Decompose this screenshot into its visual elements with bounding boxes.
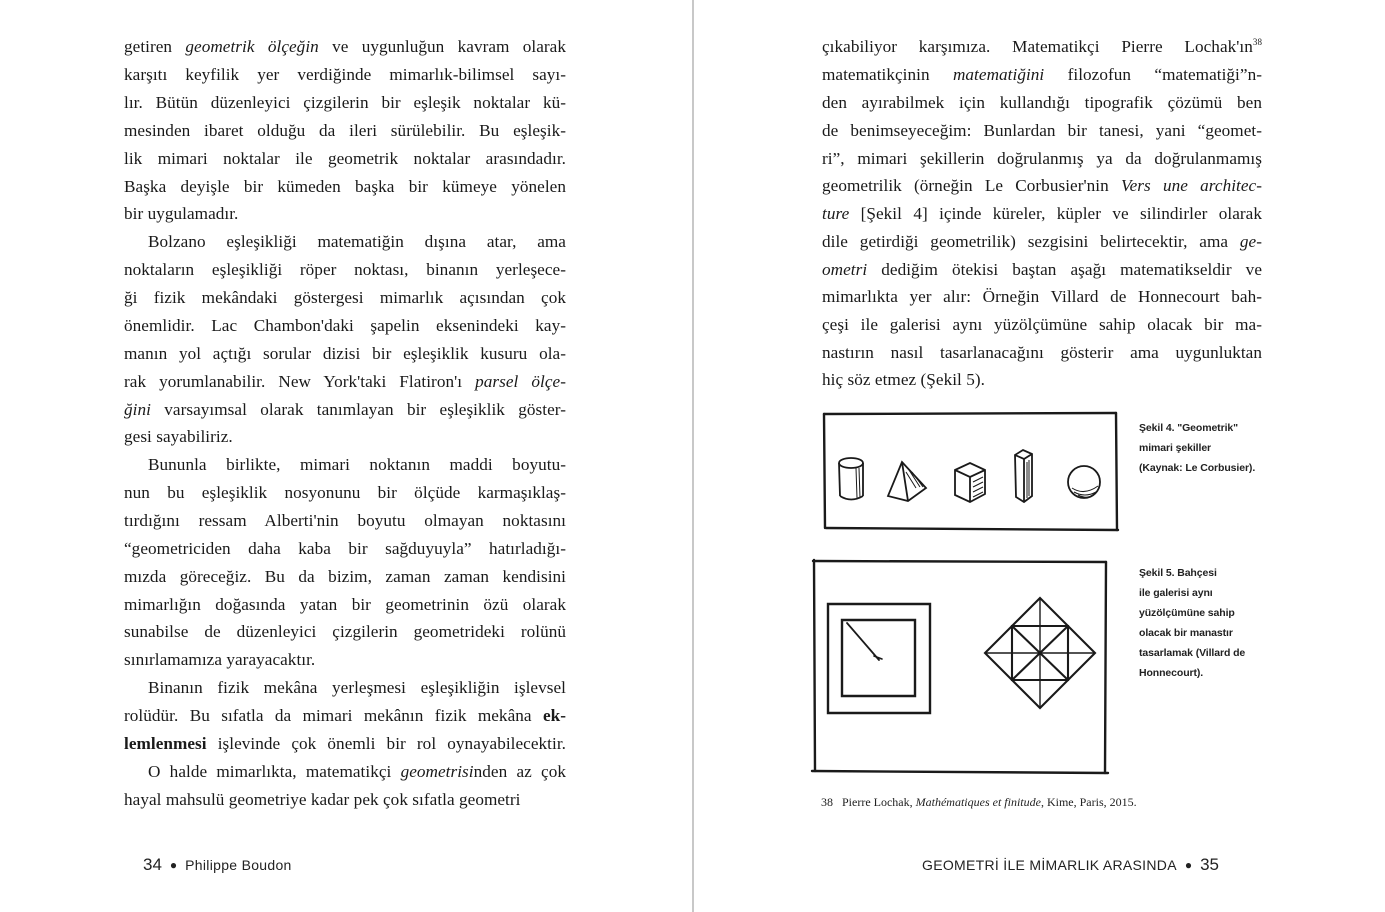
text-line [124, 177, 566, 197]
text-line [822, 287, 1262, 307]
text-run: ve uygunluğun kavram olarak [318, 37, 566, 56]
text-run: varsayımsal olarak tanımlayan bir eşleşiklik göster- [150, 400, 566, 419]
bullet-icon: ● [1184, 858, 1193, 872]
cylinder-icon [839, 458, 863, 500]
text-line [124, 93, 566, 113]
text-line [124, 427, 233, 447]
text-run: hayal mahsulü geometriye kadar pek çok sıfatla geometri [124, 790, 521, 809]
text-run: [Şekil 4] içinde küreler, küpler ve silindirler olarak [849, 204, 1262, 223]
text-run: hiç söz etmez (Şekil 5). [822, 370, 985, 389]
text-line [124, 678, 566, 698]
text-line [124, 734, 566, 754]
text-run: rak yorumlanabilir. New York'taki Flatiron'ı [124, 372, 476, 391]
text-run: dile getirdiği geometrilik) sezgisini belirtecektir, ama [822, 232, 1240, 251]
text-line [124, 595, 566, 615]
footnote-text-before: Pierre Lochak, [842, 795, 916, 809]
text-line [822, 260, 1262, 280]
text-run: filozofun “matematiği”n- [1044, 65, 1262, 84]
text-line [124, 650, 315, 670]
text-line [822, 315, 1262, 335]
text-run: ek- [542, 706, 566, 725]
text-run: sunabilse de düzenleyici çizgilerin geometrideki rolünü [124, 622, 566, 641]
text-line [124, 372, 566, 392]
text-line [822, 149, 1262, 169]
prism-icon [1015, 450, 1032, 502]
text-line [822, 93, 1262, 113]
text-run: matematiğini [952, 65, 1045, 84]
text-run: işlevinde çok önemli bir rol oynayabilecektir. [206, 734, 566, 753]
text-run: ture [822, 204, 850, 223]
text-run: çıkabiliyor karşımıza. Matematikçi Pierre Lochak'ın [822, 37, 1253, 56]
text-run: nden az çok [473, 762, 566, 781]
text-run: getiren [124, 37, 186, 56]
text-run: lemlenmesi [124, 734, 207, 753]
text-line [124, 622, 566, 642]
footnote-text-after: , Kime, Paris, 2015. [1040, 795, 1137, 809]
text-run: Vers une architec- [1120, 176, 1262, 195]
text-run: ğini [124, 400, 151, 419]
text-run: önemlidir. Lac Chambon'daki şapelin eksenindeki kay- [124, 316, 566, 335]
text-run: parsel ölçe- [475, 372, 566, 391]
footnote-38 [821, 792, 1137, 812]
text-run: den ayırabilmek için kullandığı tipografik çözümü ben [822, 93, 1262, 112]
text-run: “geometriciden daha kaba bir sağduyuyla” hatırladığı- [124, 539, 566, 558]
text-run: Binanın fizik mekâna yerleşmesi eşleşikliğin işlevsel [148, 678, 566, 697]
text-run: nun bu eşleşiklik nosyonunu bir ölçüde karmaşıklaş- [124, 483, 566, 502]
footnote-title: Mathématiques et finitude [915, 795, 1041, 809]
text-line [124, 455, 566, 475]
text-run: ği fizik mekândaki göstergesi mimarlık açısından çok [124, 288, 566, 307]
right-folio [922, 855, 1219, 875]
caption-line: Honnecourt). [1139, 667, 1204, 679]
text-run: ge- [1239, 232, 1262, 251]
text-line [124, 149, 566, 169]
text-line [822, 65, 1262, 85]
text-run: geometrilik (örneğin Le Corbusier'nin [822, 176, 1121, 195]
text-line [822, 37, 1262, 57]
text-run: Bununla birlikte, mimari noktanın maddi boyutu- [148, 455, 566, 474]
footnote-number: 38 [821, 795, 833, 809]
figure-5-caption [1139, 563, 1245, 683]
footnote-ref: 38 [1252, 37, 1262, 47]
caption-line: Şekil 4. "Geometrik" [1139, 422, 1239, 434]
left-folio [143, 855, 292, 875]
text-run: noktaların eşleşikliği röper noktası, binanın yerleşece- [124, 260, 566, 279]
right-page-number: 35 [1200, 855, 1219, 874]
text-line [124, 790, 520, 810]
text-run: gesi sayabiliriz. [124, 427, 233, 446]
text-run: ri”, mimari şekillerin doğrulanmış ya da doğrulanmamış [822, 149, 1262, 168]
text-run: mesinden ibaret olduğu da ileri sürülebilir. Bu eşleşik- [124, 121, 566, 140]
text-line [124, 400, 566, 420]
text-run: mimarlıkta yer alır: Örneğin Villard de Honnecourt bah- [822, 287, 1262, 306]
right-page [694, 0, 1385, 912]
left-running-head: Philippe Boudon [185, 857, 292, 873]
text-line [124, 260, 566, 280]
text-run: de benimseyeceğim: Bunlardan bir tanesi, yani “geomet- [822, 121, 1262, 140]
figure-4-sketch [820, 410, 1120, 535]
text-line [124, 344, 566, 364]
text-line [124, 232, 566, 252]
text-line [822, 204, 1262, 224]
figure-4-caption [1139, 418, 1255, 478]
text-line [124, 511, 566, 531]
caption-line: (Kaynak: Le Corbusier). [1139, 462, 1256, 474]
text-run: manın yol açtığı sorular dizisi bir eşleşiklik kusuru ola- [124, 344, 566, 363]
text-line [124, 316, 566, 336]
text-run: mimarlığın doğasında yatan bir geometrinin özü olarak [124, 595, 566, 614]
text-run: dediğim ötekisi baştan aşağı matematikseldir ve [867, 260, 1262, 279]
figure-5-sketch [810, 558, 1110, 778]
text-run: nastırın nasıl tasarlanacağını gösterir ama uygunluktan [822, 343, 1262, 362]
text-run: lır. Bütün düzenleyici çizgilerin bir eşleşik noktalar kü- [124, 93, 566, 112]
text-run: rolüdür. Bu sıfatla da mimari mekânın fizik mekâna [124, 706, 543, 725]
text-line [124, 567, 566, 587]
text-line [124, 37, 566, 57]
text-run: Başka deyişle bir kümeden başka bir kümeye yönelen [124, 177, 566, 196]
text-line [822, 370, 985, 390]
bullet-icon: ● [169, 858, 178, 872]
left-page [0, 0, 692, 912]
text-run: O halde mimarlıkta, matematikçi [148, 762, 401, 781]
text-line [124, 483, 566, 503]
caption-line: ile galerisi aynı [1139, 587, 1213, 599]
text-line [822, 232, 1262, 252]
text-line [124, 121, 566, 141]
caption-line: yüzölçümüne sahip [1139, 607, 1235, 619]
caption-line: olacak bir manastır [1139, 627, 1233, 639]
text-line [124, 539, 566, 559]
text-line [124, 204, 238, 224]
cube-icon [955, 463, 985, 502]
text-run: karşıtı keyfilik yer verdiğinde mimarlık-bilimsel sayı- [124, 65, 566, 84]
text-line [124, 65, 566, 85]
text-run: mızda göreceğiz. Bu da bizim, zaman zaman kendisini [124, 567, 566, 586]
left-page-number: 34 [143, 855, 162, 874]
text-run: ometri [822, 260, 868, 279]
text-run: geometrisi [400, 762, 474, 781]
text-run: lik mimari noktalar ile geometrik noktalar arasındadır. [124, 149, 566, 168]
text-run: sınırlamamıza yarayacaktır. [124, 650, 316, 669]
text-run: Bolzano eşleşikliği matematiğin dışına atar, ama [148, 232, 566, 251]
text-line [822, 176, 1262, 196]
sphere-icon [1068, 466, 1100, 498]
text-run: geometrik ölçeğin [185, 37, 319, 56]
text-line [124, 288, 566, 308]
caption-line: mimari şekiller [1139, 442, 1212, 454]
text-run: çeşi ile galerisi aynı yüzölçümüne sahip olacak bir ma- [822, 315, 1262, 334]
caption-line: tasarlamak (Villard de [1139, 647, 1246, 659]
caption-line: Şekil 5. Bahçesi [1139, 567, 1217, 579]
text-line [822, 343, 1262, 363]
right-running-head: GEOMETRİ İLE MİMARLIK ARASINDA [922, 857, 1177, 873]
text-run: tırdığını ressam Alberti'nin boyutu olmayan noktasını [124, 511, 566, 530]
text-line [124, 706, 566, 726]
text-run: matematikçinin [822, 65, 953, 84]
text-line [124, 762, 566, 782]
text-run: bir uygulamadır. [124, 204, 239, 223]
pyramid-icon [888, 462, 926, 501]
text-line [822, 121, 1262, 141]
